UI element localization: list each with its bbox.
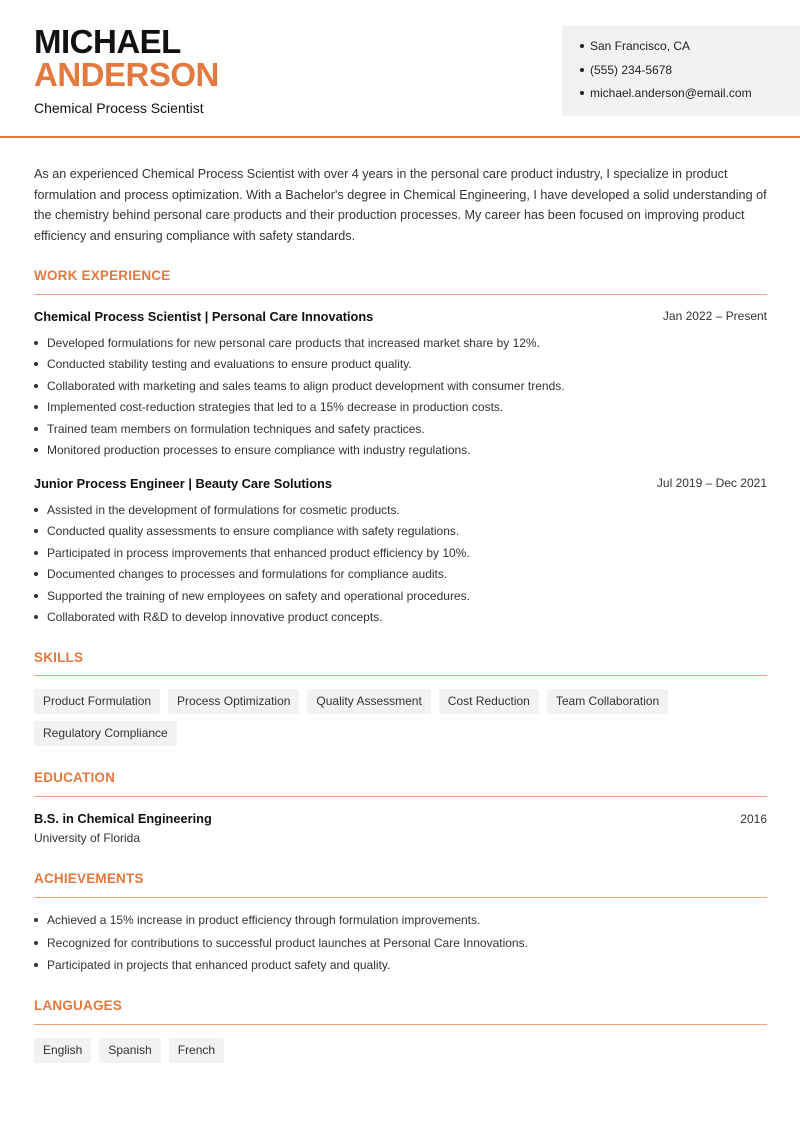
languages-list	[34, 1038, 767, 1063]
resume-header	[0, 0, 800, 138]
section-divider	[34, 897, 767, 898]
job-entry-2-header	[34, 476, 767, 494]
list-item: Participated in process improvements that enhanced product efficiency by 10%.	[34, 545, 767, 566]
language-chip: Spanish	[99, 1038, 160, 1063]
section-divider	[34, 675, 767, 676]
summary-paragraph: As an experienced Chemical Process Scientist with over 4 years in the personal care product industry, I specialize in product formulation and process optimization. With a Bachelor's degree in Chemical Engineering, I have developed a solid understanding of the chemistry behind personal care products and their production processes. My career has been focused on improving product efficiency and ensuring compliance with safety standards.	[34, 167, 767, 243]
skill-chip: Regulatory Compliance	[34, 721, 177, 746]
skill-chip: Product Formulation	[34, 689, 160, 714]
skill-chip: Cost Reduction	[439, 689, 539, 714]
job-role: Chemical Process Scientist | Personal Care Innovations	[34, 309, 374, 324]
section-divider	[34, 796, 767, 797]
list-item: Recognized for contributions to successful product launches at Personal Care Innovations.	[34, 935, 767, 958]
list-item: Monitored production processes to ensure compliance with industry regulations.	[34, 442, 767, 463]
last-name: ANDERSON	[34, 56, 219, 93]
job-1-bullets	[34, 335, 767, 463]
section-title-languages: LANGUAGES	[34, 998, 123, 1013]
job-dates: Jan 2022 – Present	[662, 309, 767, 323]
list-item: Implemented cost-reduction strategies that led to a 15% decrease in production costs.	[34, 399, 767, 420]
list-item: Assisted in the development of formulations for cosmetic products.	[34, 502, 767, 523]
education-year: 2016	[740, 812, 767, 826]
job-title: Chemical Process Scientist	[34, 100, 204, 116]
section-title-achievements: ACHIEVEMENTS	[34, 871, 144, 886]
job-dates: Jul 2019 – Dec 2021	[656, 476, 767, 490]
list-item: Supported the training of new employees on safety and operational procedures.	[34, 588, 767, 609]
job-2-bullets	[34, 502, 767, 630]
list-item: Conducted quality assessments to ensure compliance with safety regulations.	[34, 523, 767, 544]
list-item: Participated in projects that enhanced product safety and quality.	[34, 957, 767, 980]
list-item: Developed formulations for new personal care products that increased market share by 12%.	[34, 335, 767, 356]
list-item: Conducted stability testing and evaluations to ensure product quality.	[34, 356, 767, 377]
list-item: Trained team members on formulation techniques and safety practices.	[34, 421, 767, 442]
skills-list	[34, 689, 767, 746]
contact-box	[562, 26, 800, 116]
job-role: Junior Process Engineer | Beauty Care Solutions	[34, 476, 332, 491]
skill-chip: Team Collaboration	[547, 689, 668, 714]
contact-phone: (555) 234-5678	[580, 62, 800, 86]
education-school: University of Florida	[34, 831, 141, 845]
list-item: Achieved a 15% increase in product efficiency through formulation improvements.	[34, 912, 767, 935]
achievements-list	[34, 912, 767, 980]
skill-chip: Quality Assessment	[307, 689, 430, 714]
language-chip: English	[34, 1038, 91, 1063]
section-title-education: EDUCATION	[34, 770, 116, 785]
section-divider	[34, 1024, 767, 1025]
section-divider	[34, 294, 767, 295]
section-title-work: WORK EXPERIENCE	[34, 268, 171, 283]
contact-email[interactable]: michael.anderson@email.com	[580, 85, 800, 109]
list-item: Documented changes to processes and formulations for compliance audits.	[34, 566, 767, 587]
job-entry-1-header	[34, 309, 767, 327]
contact-location: San Francisco, CA	[580, 38, 800, 62]
list-item: Collaborated with marketing and sales teams to align product development with consumer trends.	[34, 378, 767, 399]
skill-chip: Process Optimization	[168, 689, 299, 714]
education-degree: B.S. in Chemical Engineering	[34, 811, 212, 826]
language-chip: French	[169, 1038, 224, 1063]
list-item: Collaborated with R&D to develop innovative product concepts.	[34, 609, 767, 630]
section-title-skills: SKILLS	[34, 650, 84, 665]
first-name: MICHAEL	[34, 23, 181, 60]
